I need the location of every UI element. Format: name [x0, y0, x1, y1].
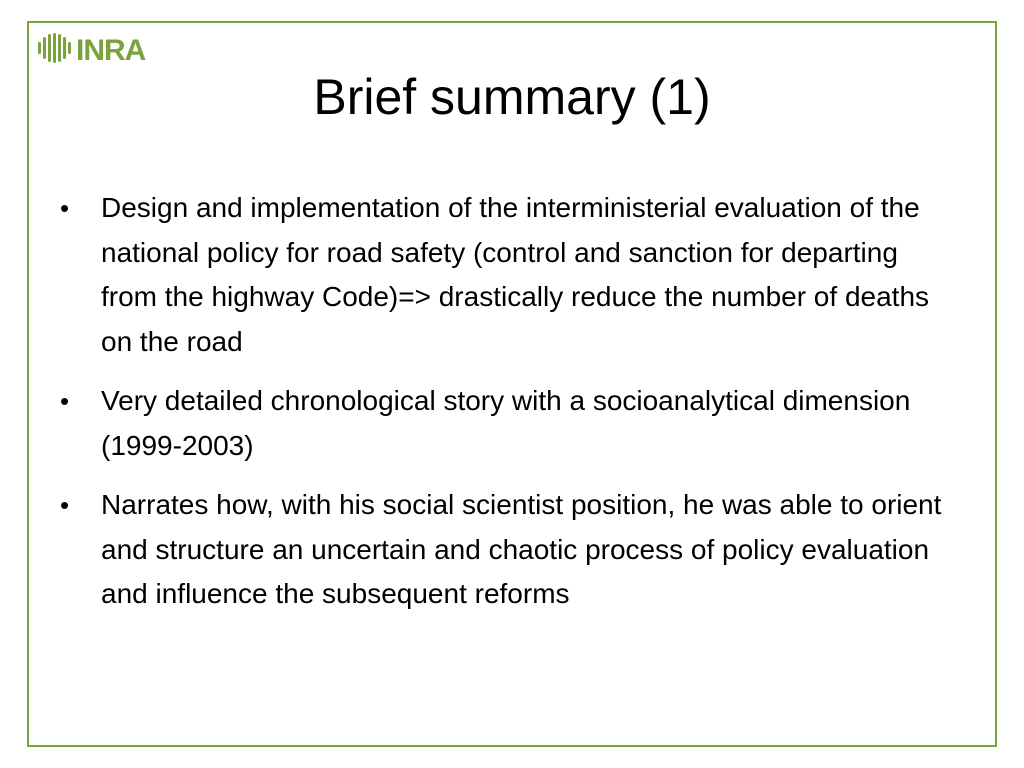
bullet-text: Design and implementation of the interministerial evaluation of the national policy for road safety (control and sanction for departing from the highway Code)=> drastically reduce the number of deaths on the road	[101, 192, 930, 357]
bullet-icon: •	[60, 490, 70, 520]
svg-text:INRA: INRA	[76, 34, 146, 67]
bullet-item	[58, 483, 958, 617]
bullet-icon: •	[60, 386, 70, 416]
bullet-item	[58, 186, 958, 364]
bullet-icon: •	[60, 193, 70, 223]
bullet-item	[58, 379, 958, 468]
bullet-list	[58, 186, 958, 632]
bullet-text: Narrates how, with his social scientist position, he was able to orient and structure an uncertain and chaotic process of policy evaluation and influence the subsequent reforms	[101, 489, 942, 609]
bullet-text: Very detailed chronological story with a socioanalytical dimension (1999-2003)	[101, 385, 911, 461]
slide-title: Brief summary (1)	[313, 69, 711, 125]
